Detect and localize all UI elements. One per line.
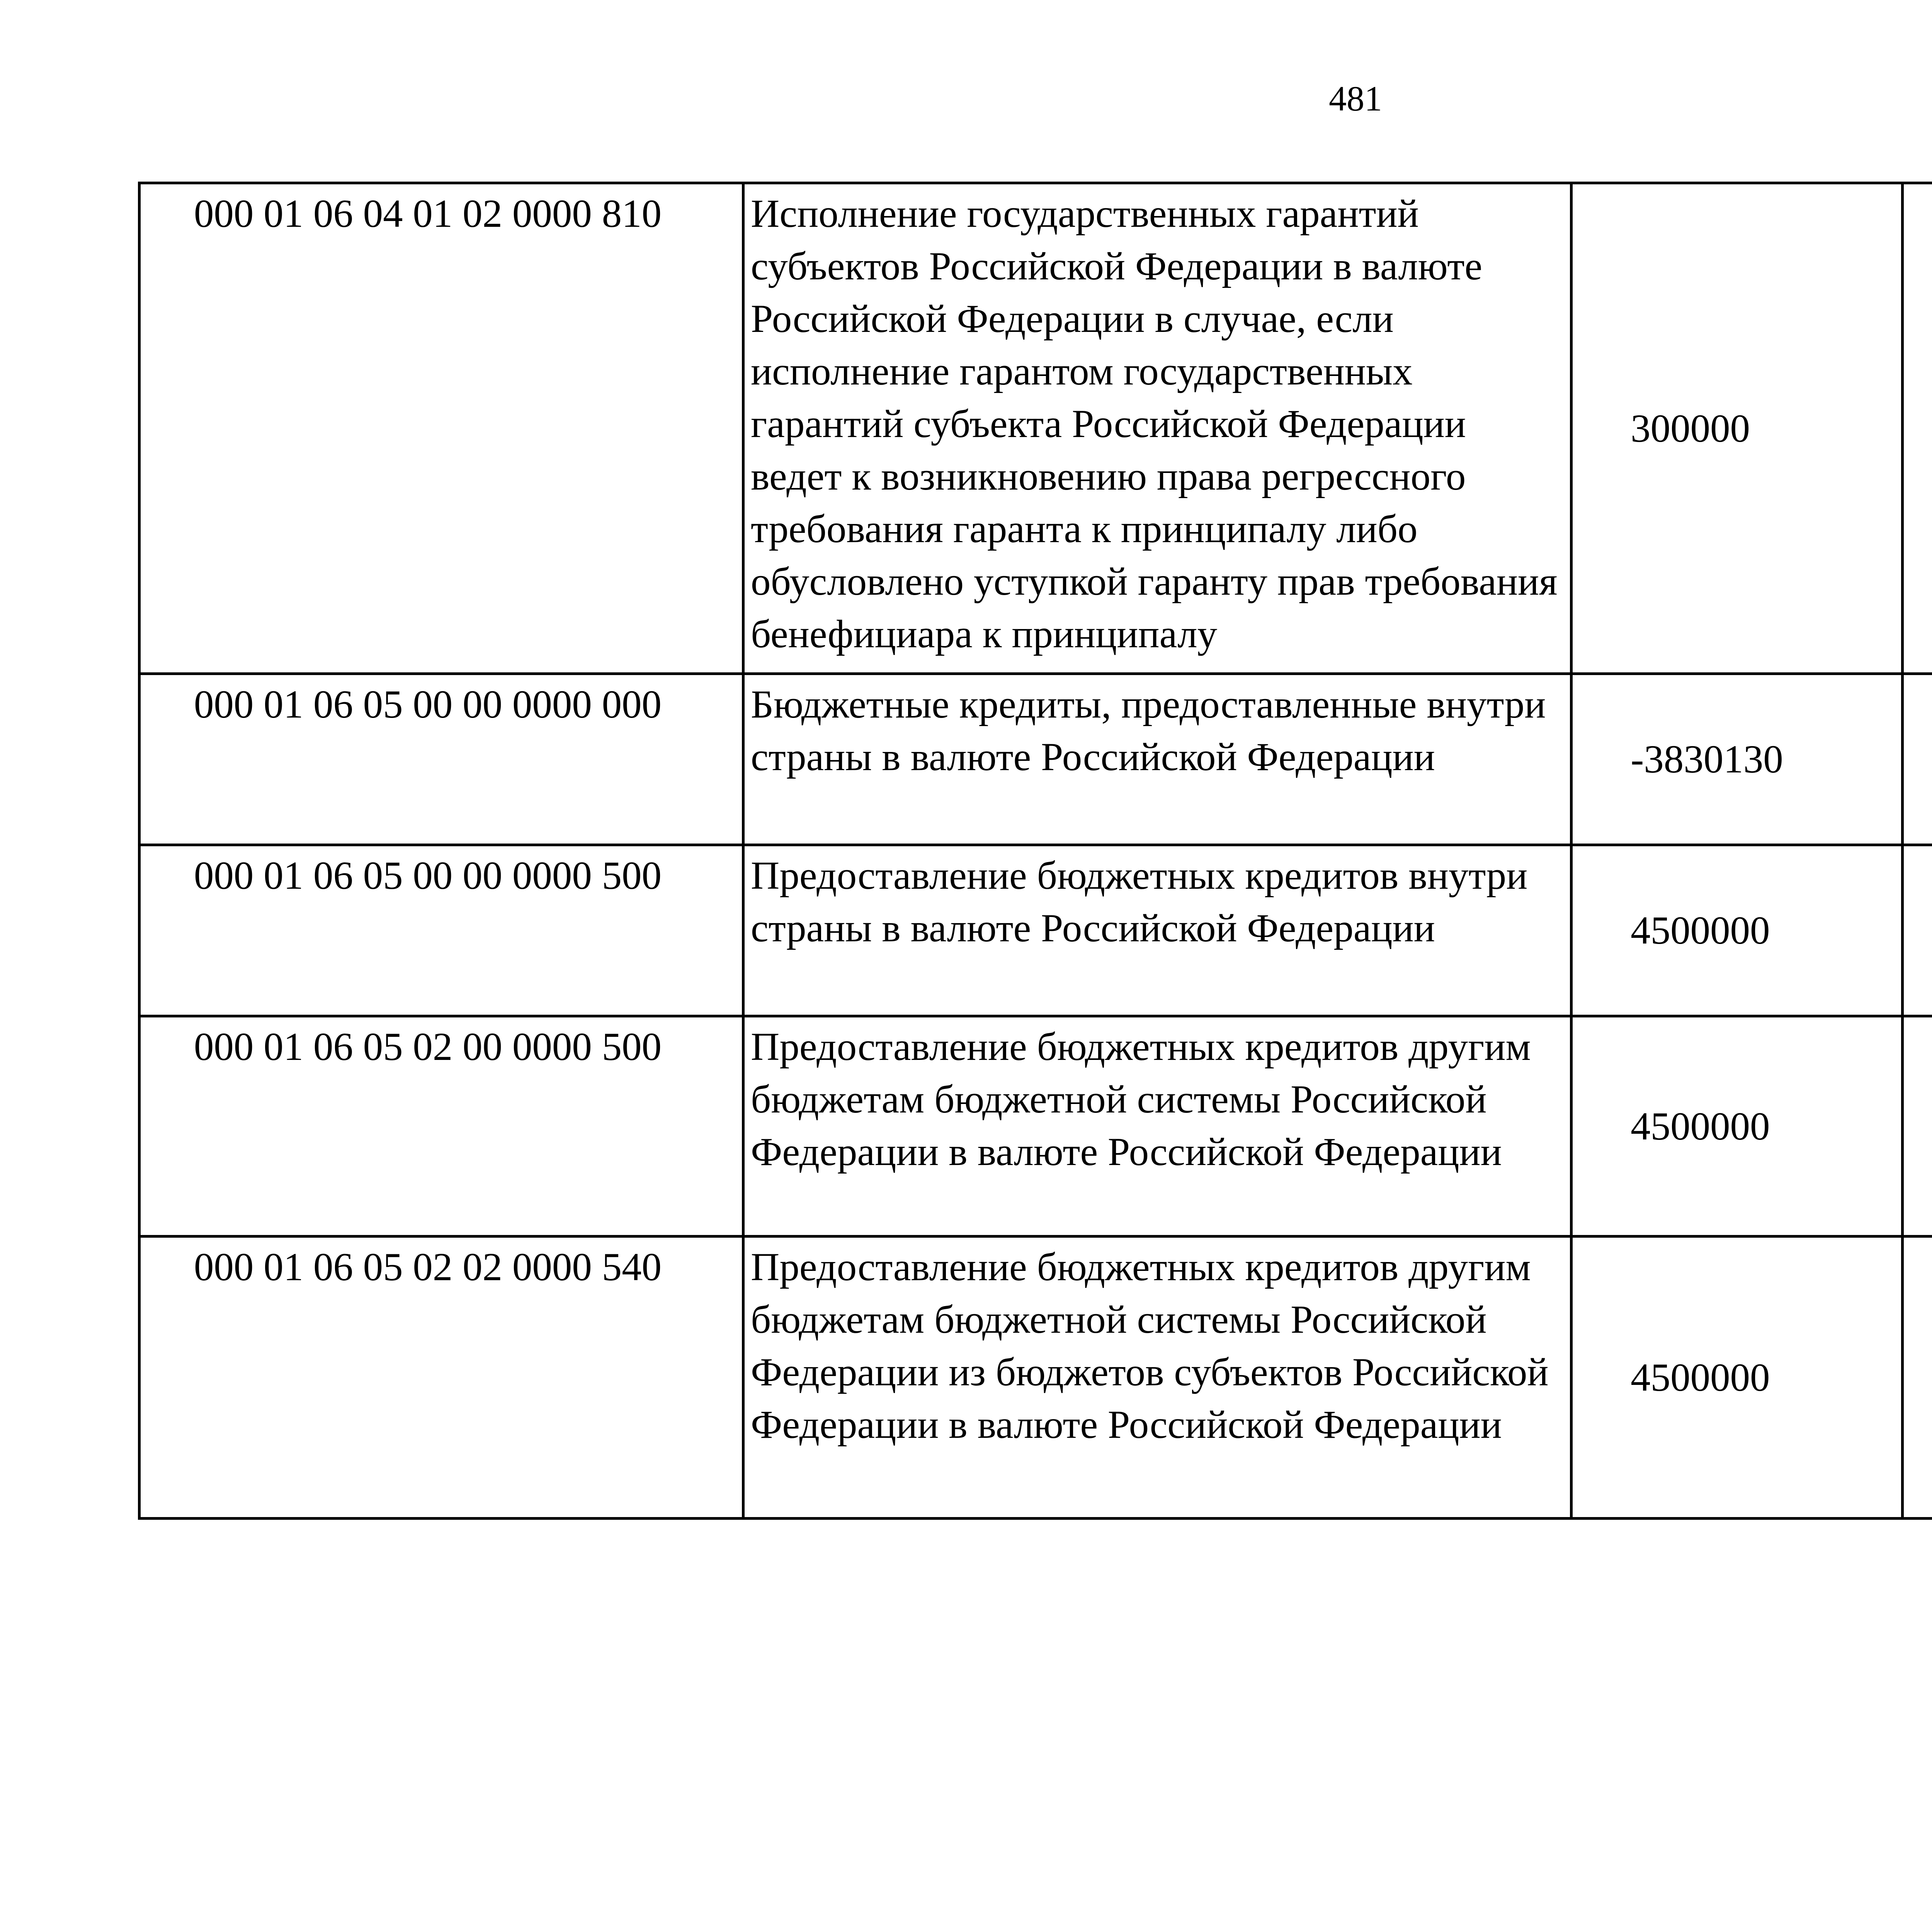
budget-code-cell: 000 01 06 05 02 00 0000 500 bbox=[139, 1016, 743, 1237]
budget-code-cell: 000 01 06 05 00 00 0000 500 bbox=[139, 845, 743, 1016]
table-row bbox=[139, 1237, 1932, 1519]
amount-cell-1: 4500000 bbox=[1571, 1016, 1903, 1237]
description-cell: Предоставление бюджетных кредитов другим бюджетам бюджетной системы Российской Федерации в валюте Российской Федерации bbox=[743, 1016, 1571, 1237]
amount-cell-2 bbox=[1903, 183, 1932, 674]
description-cell: Предоставление бюджетных кредитов другим бюджетам бюджетной системы Российской Федерации из бюджетов субъектов Российской Федерации в валюте Российской Федерации bbox=[743, 1237, 1571, 1519]
description-cell: Предоставление бюджетных кредитов внутри страны в валюте Российской Федерации bbox=[743, 845, 1571, 1016]
amount-cell-1: 300000 bbox=[1571, 183, 1903, 674]
description-cell: Исполнение государственных гарантий субъектов Российской Федерации в валюте Российской Федерации в случае, если исполнение гарантом государственных гарантий субъекта Российской Федерации ведет к возникновению права регрессного требования гаранта к принципалу либо обусловлено уступкой гаранту прав требования бенефициара к принципалу bbox=[743, 183, 1571, 674]
page-number: 481 bbox=[1329, 79, 1382, 118]
amount-cell-2 bbox=[1903, 674, 1932, 845]
budget-table bbox=[138, 182, 1932, 1520]
amount-cell-2 bbox=[1903, 845, 1932, 1016]
table-row bbox=[139, 674, 1932, 845]
budget-code-cell: 000 01 06 05 02 02 0000 540 bbox=[139, 1237, 743, 1519]
amount-cell-2 bbox=[1903, 1237, 1932, 1519]
description-cell: Бюджетные кредиты, предоставленные внутри страны в валюте Российской Федерации bbox=[743, 674, 1571, 845]
budget-code-cell: 000 01 06 05 00 00 0000 000 bbox=[139, 674, 743, 845]
budget-code-cell: 000 01 06 04 01 02 0000 810 bbox=[139, 183, 743, 674]
amount-cell-2 bbox=[1903, 1016, 1932, 1237]
amount-cell-1: -3830130 bbox=[1571, 674, 1903, 845]
table-row bbox=[139, 183, 1932, 674]
table-row bbox=[139, 1016, 1932, 1237]
amount-cell-1: 4500000 bbox=[1571, 845, 1903, 1016]
amount-cell-1: 4500000 bbox=[1571, 1237, 1903, 1519]
table-row bbox=[139, 845, 1932, 1016]
